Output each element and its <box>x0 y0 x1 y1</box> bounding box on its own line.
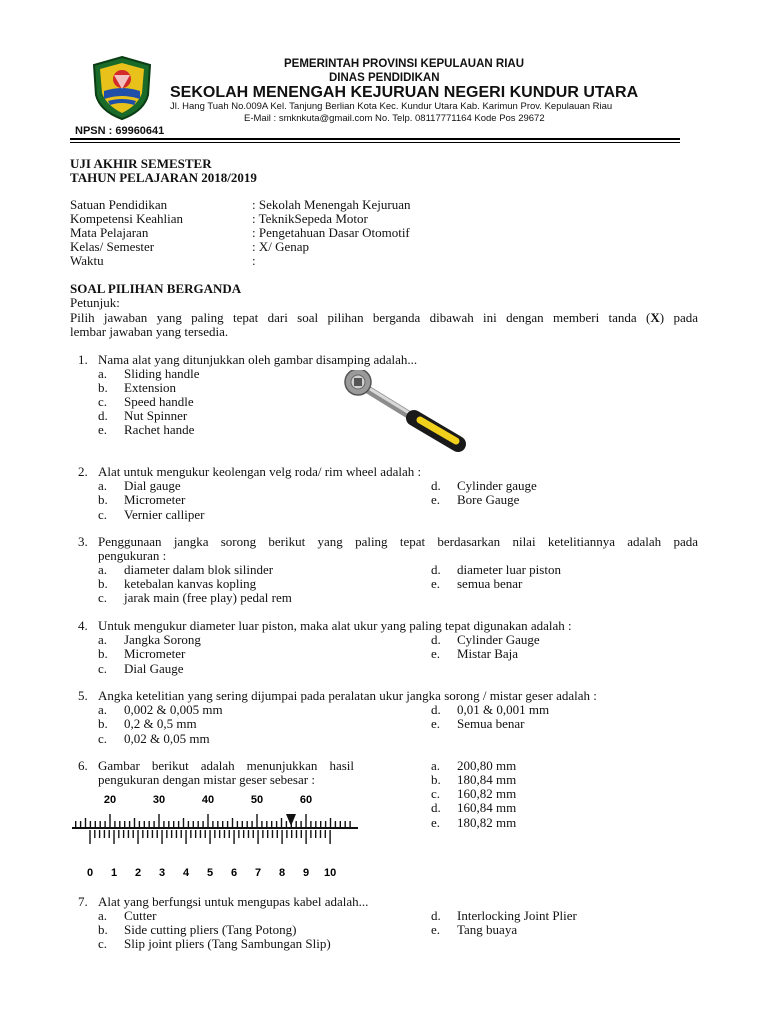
question-text: Alat untuk mengukur keolengan velg roda/ rim wheel adalah : <box>98 464 422 479</box>
info-label: Mata Pelajaran <box>70 225 149 240</box>
vernier-labels <box>87 867 336 879</box>
instructions-label: Petunjuk: <box>70 295 120 310</box>
instructions-line2: lembar jawaban yang tersedia. <box>70 324 229 339</box>
option: b. 180,84 mm <box>431 772 517 787</box>
main-scale-label: 40 <box>201 794 215 806</box>
question-number: 4. <box>78 618 88 633</box>
info-value: : X/ Genap <box>252 239 310 254</box>
question-text-line1: Gambar berikut adalah menunjukkan hasil <box>98 758 354 773</box>
question-number: 2. <box>78 464 88 479</box>
option: b. Micrometer <box>98 492 186 507</box>
option: a. Sliding handle <box>98 366 200 381</box>
instr-mark: X <box>650 310 660 325</box>
school-logo <box>90 55 154 121</box>
header-contact: E-Mail : smknkuta@gmail.com No. Telp. 08117771164 Kode Pos 29672 <box>244 113 545 124</box>
option: b. Side cutting pliers (Tang Potong) <box>98 922 297 937</box>
question-text: Angka ketelitian yang sering dijumpai pada peralatan ukur jangka sorong / mistar geser adalah : <box>98 688 597 703</box>
question-text: Untuk mengukur diameter luar piston, maka alat ukur yang paling tepat digunakan adalah : <box>98 618 572 633</box>
instr-b: ) pada <box>659 310 698 325</box>
info-label: Waktu <box>70 253 104 268</box>
vernier-label: 0 <box>86 867 94 879</box>
main-scale-label: 50 <box>250 794 264 806</box>
vernier-label: 1 <box>110 867 118 879</box>
option: d. diameter luar piston <box>431 562 561 577</box>
vernier-caliper-image <box>70 788 360 880</box>
option: e. semua benar <box>431 576 523 591</box>
header-dept: DINAS PENDIDIKAN <box>329 72 440 84</box>
info-value: : Sekolah Menengah Kejuruan <box>252 197 411 212</box>
info-label: Satuan Pendidikan <box>70 197 168 212</box>
ratchet-handle-image <box>340 370 470 458</box>
header-address: Jl. Hang Tuah No.009A Kel. Tanjung Berlian Kota Kec. Kundur Utara Kab. Karimun Prov. Kepulauan Riau <box>170 101 613 112</box>
vernier-label: 3 <box>158 867 166 879</box>
vernier-ticks <box>90 830 330 844</box>
option: b. ketebalan kanvas kopling <box>98 576 257 591</box>
main-scale-ticks <box>76 814 350 828</box>
option: a. 0,002 & 0,005 mm <box>98 702 223 717</box>
option: e. Bore Gauge <box>431 492 520 507</box>
question-text-line2: pengukuran : <box>98 548 167 563</box>
question-number: 1. <box>78 352 88 367</box>
question-number: 7. <box>78 894 88 909</box>
option: a. Dial gauge <box>98 478 181 493</box>
option: e. Tang buaya <box>431 922 518 937</box>
info-value: : Pengetahuan Dasar Otomotif <box>252 225 410 240</box>
option: d. Cylinder Gauge <box>431 632 540 647</box>
exam-year: TAHUN PELAJARAN 2018/2019 <box>70 170 257 185</box>
vernier-label: 2 <box>134 867 142 879</box>
question-number: 3. <box>78 534 88 549</box>
question-number: 5. <box>78 688 88 703</box>
option: a. Jangka Sorong <box>98 632 201 647</box>
option: b. Extension <box>98 380 176 395</box>
vernier-label: 4 <box>182 867 190 879</box>
vernier-label: 6 <box>230 867 238 879</box>
option: e. 180,82 mm <box>431 815 517 830</box>
option: c. jarak main (free play) pedal rem <box>98 590 292 605</box>
coincidence-arrow-icon <box>286 814 296 826</box>
vernier-label: 7 <box>255 867 262 879</box>
instr-a: Pilih jawaban yang paling tepat dari soal pilihan berganda dibawah ini dengan memberi tanda ( <box>70 310 651 325</box>
option: a. diameter dalam blok silinder <box>98 562 274 577</box>
header-gov: PEMERINTAH PROVINSI KEPULAUAN RIAU <box>284 58 525 70</box>
header-divider-thick <box>70 138 680 140</box>
option: d. Interlocking Joint Plier <box>431 908 577 923</box>
option: d. 160,84 mm <box>431 800 517 815</box>
vernier-label: 5 <box>206 867 214 879</box>
section-title: SOAL PILIHAN BERGANDA <box>70 281 242 296</box>
exam-title: UJI AKHIR SEMESTER <box>70 156 212 171</box>
question-text-line2: pengukuran dengan mistar geser sebesar : <box>98 772 315 787</box>
header-school: SEKOLAH MENENGAH KEJURUAN NEGERI KUNDUR UTARA <box>170 84 639 101</box>
info-label: Kompetensi Keahlian <box>70 211 183 226</box>
header-divider-thin <box>70 142 680 143</box>
option: d. 0,01 & 0,001 mm <box>431 702 550 717</box>
vernier-label: 9 <box>303 867 310 879</box>
option: d. Cylinder gauge <box>431 478 537 493</box>
option: b. Micrometer <box>98 646 186 661</box>
question-text: Nama alat yang ditunjukkan oleh gambar disamping adalah... <box>98 352 418 367</box>
main-scale-label: 20 <box>103 794 117 806</box>
vernier-label: 8 <box>279 867 286 879</box>
info-value: : TeknikSepeda Motor <box>252 211 368 226</box>
option: a. 200,80 mm <box>431 758 517 773</box>
option: e. Mistar Baja <box>431 646 519 661</box>
main-scale-label: 30 <box>152 794 166 806</box>
question-number: 6. <box>78 758 88 773</box>
option: d. Nut Spinner <box>98 408 188 423</box>
option: e. Semua benar <box>431 716 525 731</box>
info-label: Kelas/ Semester <box>70 239 155 254</box>
vernier-label: 10 <box>323 867 337 879</box>
main-scale-label: 60 <box>299 794 313 806</box>
question-text-line1: Penggunaan jangka sorong berikut yang paling tepat berdasarkan nilai ketelitiannya adalah pada <box>98 534 698 549</box>
option: b. 0,2 & 0,5 mm <box>98 716 197 731</box>
option: c. Speed handle <box>98 394 194 409</box>
option: c. 160,82 mm <box>431 786 517 801</box>
npsn: NPSN : 69960641 <box>75 125 165 137</box>
info-value: : <box>252 253 256 268</box>
option: c. 0,02 & 0,05 mm <box>98 731 210 746</box>
option: c. Dial Gauge <box>98 661 184 676</box>
option: c. Slip joint pliers (Tang Sambungan Slip) <box>98 936 331 951</box>
main-scale-labels <box>104 794 312 806</box>
option: c. Vernier calliper <box>98 507 205 522</box>
question-text: Alat yang berfungsi untuk mengupas kabel adalah... <box>98 894 369 909</box>
option: a. Cutter <box>98 908 157 923</box>
option: e. Rachet hande <box>98 422 195 437</box>
